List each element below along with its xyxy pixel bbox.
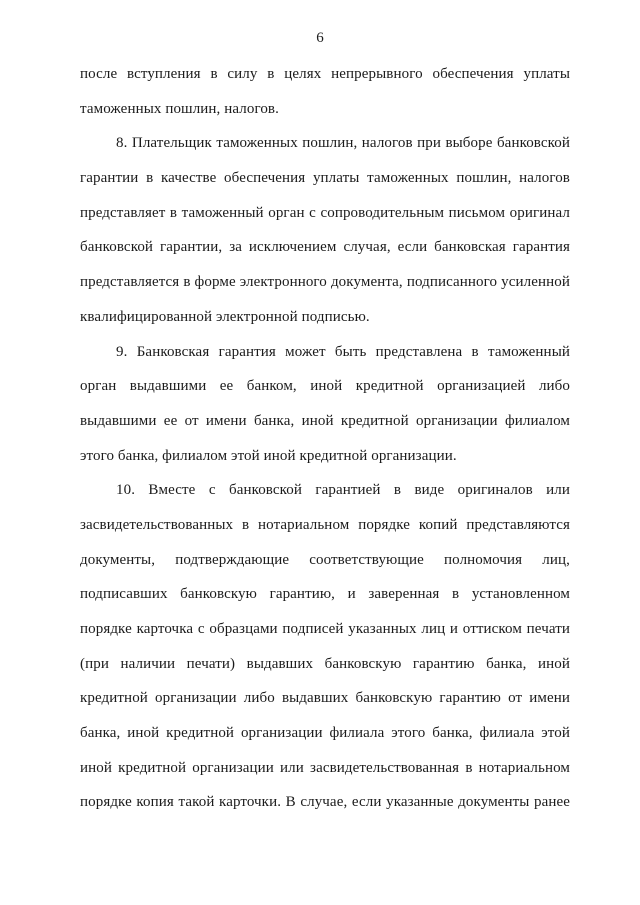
text-line: порядке копия такой карточки. В случае, если указанные документы ранее: [80, 794, 570, 811]
text-line: орган выдавшими ее банком, иной кредитной организацией либо: [80, 378, 570, 395]
paragraph-clause-10: [80, 473, 570, 820]
text-line: документы, подтверждающие соответствующие полномочия лиц,: [80, 551, 570, 568]
text-line: банка, иной кредитной организации филиала этого банка, филиала этой: [80, 725, 570, 742]
text-line: квалифицированной электронной подписью.: [80, 308, 370, 325]
text-line: иной кредитной организации или засвидетельствованная в нотариальном: [80, 759, 570, 776]
text-line: представляется в форме электронного документа, подписанного усиленной: [80, 274, 570, 291]
text-line: порядке карточка с образцами подписей указанных лиц и оттиском печати: [80, 621, 570, 637]
text-line: 10. Вместе с банковской гарантией в виде оригиналов или: [116, 482, 570, 499]
text-line: таможенных пошлин, налогов.: [80, 100, 279, 117]
text-line: после вступления в силу в целях непрерывного обеспечения уплаты: [80, 66, 570, 82]
text-line: 8. Плательщик таможенных пошлин, налогов при выборе банковской: [116, 135, 570, 152]
text-line: (при наличии печати) выдавших банковскую гарантию банка, иной: [80, 655, 570, 672]
text-line: кредитной организации либо выдавших банковскую гарантию от имени: [80, 690, 570, 707]
paragraph-clause-9: [80, 335, 570, 474]
text-line: представляет в таможенный орган с сопроводительным письмом оригинал: [80, 204, 570, 221]
text-line: засвидетельствованных в нотариальном порядке копий представляются: [80, 516, 570, 533]
text-line: гарантии в качестве обеспечения уплаты таможенных пошлин, налогов: [80, 170, 570, 187]
paragraph-continuation: [80, 57, 570, 126]
paragraph-clause-8: [80, 126, 570, 334]
text-line: выдавшими ее от имени банка, иной кредитной организации филиалом: [80, 412, 570, 429]
text-line: этого банка, филиалом этой иной кредитной организации.: [80, 447, 457, 464]
document-body: [80, 57, 570, 820]
text-line: подписавших банковскую гарантию, и заверенная в установленном: [80, 586, 570, 603]
text-line: банковской гарантии, за исключением случая, если банковская гарантия: [80, 239, 570, 256]
text-line: 9. Банковская гарантия может быть представлена в таможенный: [116, 343, 570, 360]
page-number: 6: [316, 30, 324, 46]
